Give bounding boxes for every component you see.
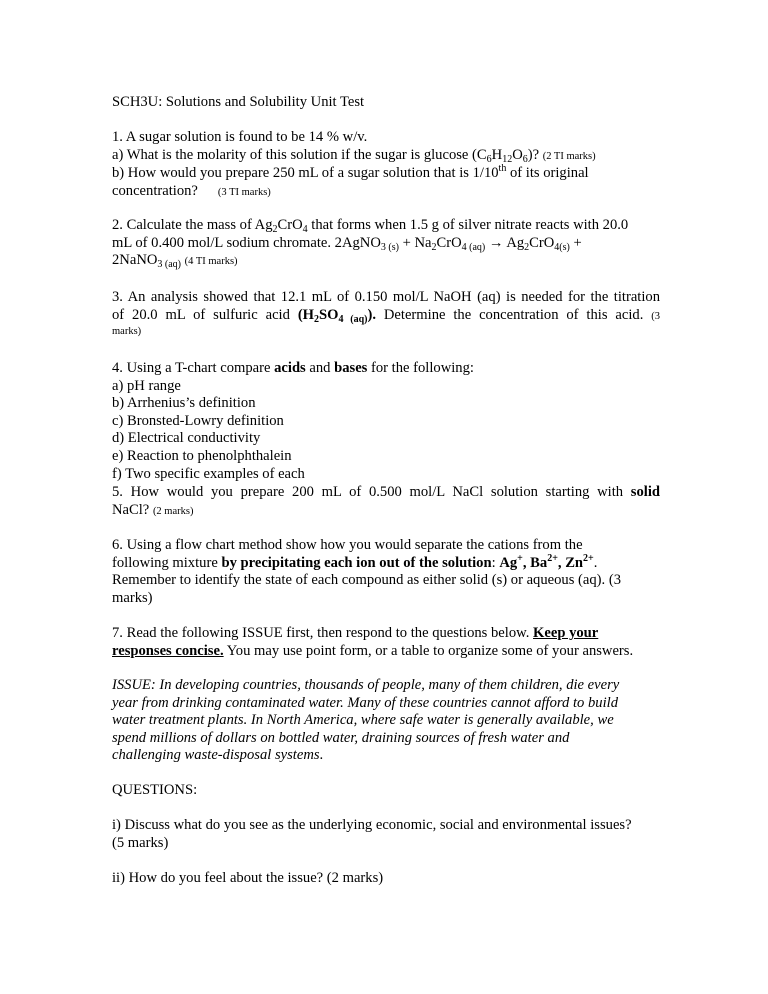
q5-marks: (2 marks) (152, 505, 194, 517)
q1-part-a: a) What is the molarity of this solution if the sugar is glucose $(C_6H_{12}O_6)$? (2 TI marks) (112, 146, 596, 165)
q2-marks: (4 TI marks) (184, 256, 238, 268)
q1-b-marks: (3 TI marks) (217, 186, 271, 198)
q4-item: f) Two specific examples of each (112, 465, 305, 482)
test-title: SCH3U: Solutions and Solubility Unit Test (112, 94, 365, 110)
q4-item: a) pH range (112, 377, 181, 394)
q4-item: d) Electrical conductivity (112, 430, 261, 447)
issue-paragraph: ISSUE: In developing countries, thousands of people, many of them children, die every year from drinking contaminated water. Many of these countries cannot afford to build water treatment plants. In North America, where safe water is generally available, we spend millions of dollars on bottled water, draining sources of fresh water and challenging waste-disposal systems. (112, 677, 620, 764)
q4-item: c) Bronsted-Lowry definition (112, 412, 284, 429)
question-5: 5. How would you prepare 200 mL of 0.500 mol/L NaCl solution starting with solid NaCl? (2 marks) (112, 484, 660, 518)
q1-part-b: b) How would you prepare 250 mL of a sugar solution that is 1/10th of its original (112, 163, 589, 182)
question-i: i) Discuss what do you see as the underlying economic, social and environmental issues? (5 marks) (112, 817, 632, 851)
question-4: 4. Using a T-chart compare acids and bases for the following: a) pH range b) Arrhenius’s definition c) Bronsted-Lowry definition d) Electrical conductivity e) Reaction to phenolphthalein f) Two specific examples of each (112, 360, 660, 483)
q1-part-b-cont: concentration? (3 TI marks) (112, 182, 271, 199)
questions-header: QUESTIONS: (112, 782, 198, 798)
question-ii: ii) How do you feel about the issue? (2 marks) (112, 870, 384, 886)
question-2: 2. Calculate the mass of $Ag_2CrO_4$ that forms when 1.5 g of silver nitrate reacts with 20.0 mL of 0.400 mol/L sodium chromate. 2AgNO$_{3 (s)}$ + $Na_2CrO_{4 (aq)} \to Ag_2CrO_{4(s)}$ + 2NaNO$_3$ $_{(aq)}$ (4 TI marks) (112, 217, 629, 271)
q4-item: e) Reaction to phenolphthalein (112, 447, 292, 464)
q1-intro: 1. A sugar solution is found to be 14 % w/v. (112, 129, 368, 145)
question-3: 3. An analysis showed that 12.1 mL of 0.150 mol/L NaOH (aq) is needed for the titration of 20.0 mL of sulfuric acid ($H_2SO_4$ $_{(aq)}$). Determine the concentration of this acid. (3 marks) (112, 289, 660, 338)
question-1 (112, 129, 660, 201)
q4-item: b) Arrhenius’s definition (112, 395, 256, 412)
question-7: 7. Read the following ISSUE first, then respond to the questions below. Keep your responses concise. You may use point form, or a table to organize some of your answers. (112, 625, 634, 659)
question-6: 6. Using a flow chart method show how you would separate the cations from the following mixture by precipitating each ion out of the solution: Ag+, $Ba^{2+}$, $Zn^{2+}$. Remember to identify the state of each compound as either solid (s) or aqueous (aq). (3 marks) (112, 537, 621, 606)
q1-a-marks: (2 TI marks) (542, 150, 596, 162)
